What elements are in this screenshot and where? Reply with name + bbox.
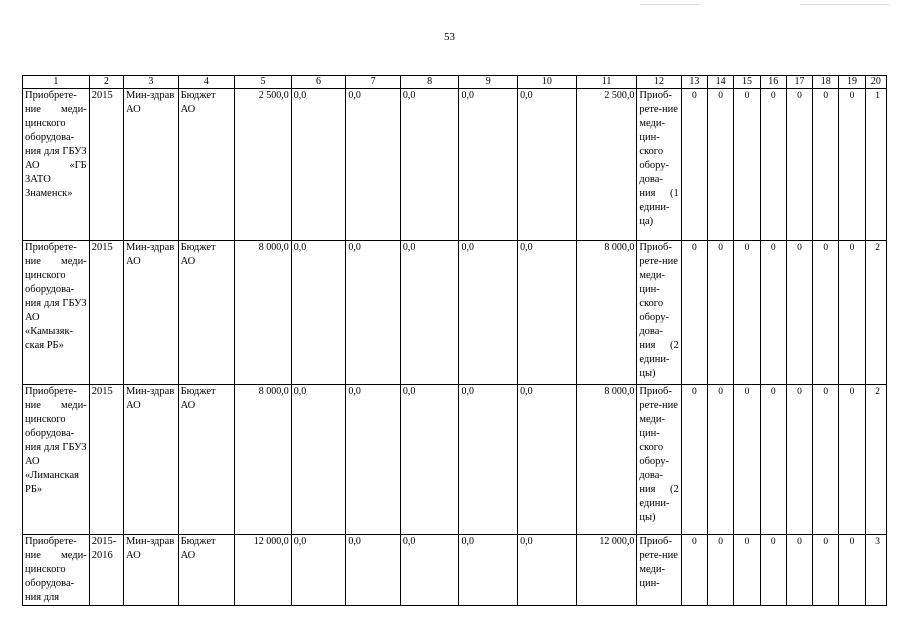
funding-source-cell: Бюджет АО (178, 89, 235, 241)
value-cell: 0,0 (459, 535, 518, 606)
total-cell: 12 000,0 (235, 535, 292, 606)
value-cell: 0,0 (291, 535, 346, 606)
column-header: 1 (23, 76, 90, 89)
indicator-value-cell: 0 (786, 535, 812, 606)
scan-artifact (800, 4, 890, 5)
column-header: 19 (839, 76, 865, 89)
indicator-value-cell: 2 (865, 385, 886, 535)
total-cell: 2 500,0 (235, 89, 292, 241)
year-cell: 2015 (89, 385, 123, 535)
indicator-value-cell: 0 (839, 535, 865, 606)
indicator-value-cell: 0 (708, 385, 734, 535)
column-header: 9 (459, 76, 518, 89)
funding-source-cell: Бюджет АО (178, 385, 235, 535)
value-cell: 0,0 (459, 385, 518, 535)
indicator-value-cell: 0 (734, 535, 760, 606)
value-cell: 0,0 (400, 89, 459, 241)
indicator-value-cell: 0 (813, 535, 839, 606)
indicator-value-cell: 0 (681, 241, 707, 385)
value-cell: 0,0 (518, 385, 577, 535)
indicator-value-cell: 2 (865, 241, 886, 385)
column-header: 17 (786, 76, 812, 89)
program-table (22, 75, 887, 606)
column-header: 5 (235, 76, 292, 89)
column-header: 3 (124, 76, 179, 89)
value-cell: 2 500,0 (576, 89, 637, 241)
column-header: 15 (734, 76, 760, 89)
value-cell: 12 000,0 (576, 535, 637, 606)
indicator-cell: Приоб-рете-ние меди-цин-ского обору-дова-ния (2 едини-цы) (637, 241, 681, 385)
table-row (23, 385, 887, 535)
measure-name-cell: Приобрете-ние меди-цинского оборудова-ния для ГБУЗ АО «ГБ ЗАТО Знаменск» (23, 89, 90, 241)
value-cell: 8 000,0 (576, 385, 637, 535)
total-cell: 8 000,0 (235, 241, 292, 385)
column-header: 8 (400, 76, 459, 89)
column-header: 2 (89, 76, 123, 89)
indicator-value-cell: 3 (865, 535, 886, 606)
indicator-value-cell: 0 (786, 385, 812, 535)
value-cell: 0,0 (400, 241, 459, 385)
indicator-value-cell: 1 (865, 89, 886, 241)
value-cell: 0,0 (400, 535, 459, 606)
measure-name-cell: Приобрете-ние меди-цинского оборудова-ния для ГБУЗ АО «Камызяк-ская РБ» (23, 241, 90, 385)
indicator-value-cell: 0 (708, 89, 734, 241)
indicator-value-cell: 0 (708, 535, 734, 606)
indicator-value-cell: 0 (681, 385, 707, 535)
column-header: 13 (681, 76, 707, 89)
total-cell: 8 000,0 (235, 385, 292, 535)
indicator-value-cell: 0 (813, 89, 839, 241)
value-cell: 0,0 (346, 241, 401, 385)
value-cell: 0,0 (400, 385, 459, 535)
indicator-value-cell: 0 (839, 89, 865, 241)
indicator-value-cell: 0 (839, 241, 865, 385)
value-cell: 0,0 (518, 535, 577, 606)
indicator-cell: Приоб-рете-ние меди-цин-ского обору-дова-ния (2 едини-цы) (637, 385, 681, 535)
indicator-value-cell: 0 (786, 241, 812, 385)
funding-source-cell: Бюджет АО (178, 241, 235, 385)
column-header: 7 (346, 76, 401, 89)
value-cell: 0,0 (518, 241, 577, 385)
indicator-value-cell: 0 (760, 535, 786, 606)
executor-cell: Мин-здрав АО (124, 241, 179, 385)
indicator-value-cell: 0 (734, 385, 760, 535)
indicator-value-cell: 0 (760, 89, 786, 241)
indicator-value-cell: 0 (734, 89, 760, 241)
indicator-value-cell: 0 (708, 241, 734, 385)
value-cell: 0,0 (346, 89, 401, 241)
executor-cell: Мин-здрав АО (124, 89, 179, 241)
column-header: 20 (865, 76, 886, 89)
year-cell: 2015 (89, 89, 123, 241)
page-number: 53 (444, 31, 455, 43)
column-header: 10 (518, 76, 577, 89)
column-header: 18 (813, 76, 839, 89)
table-row (23, 241, 887, 385)
measure-name-cell: Приобрете-ние меди-цинского оборудова-ния для (23, 535, 90, 606)
value-cell: 0,0 (459, 89, 518, 241)
year-cell: 2015-2016 (89, 535, 123, 606)
value-cell: 0,0 (291, 241, 346, 385)
value-cell: 0,0 (291, 89, 346, 241)
column-header: 4 (178, 76, 235, 89)
column-header: 12 (637, 76, 681, 89)
indicator-value-cell: 0 (760, 385, 786, 535)
column-header: 11 (576, 76, 637, 89)
executor-cell: Мин-здрав АО (124, 535, 179, 606)
table-row (23, 89, 887, 241)
value-cell: 0,0 (518, 89, 577, 241)
year-cell: 2015 (89, 241, 123, 385)
column-header: 16 (760, 76, 786, 89)
indicator-value-cell: 0 (760, 241, 786, 385)
value-cell: 0,0 (459, 241, 518, 385)
value-cell: 0,0 (291, 385, 346, 535)
scan-artifact (640, 4, 700, 5)
measure-name-cell: Приобрете-ние меди-цинского оборудова-ния для ГБУЗ АО «Лиманская РБ» (23, 385, 90, 535)
indicator-value-cell: 0 (734, 241, 760, 385)
funding-source-cell: Бюджет АО (178, 535, 235, 606)
indicator-value-cell: 0 (681, 89, 707, 241)
value-cell: 8 000,0 (576, 241, 637, 385)
value-cell: 0,0 (346, 385, 401, 535)
indicator-value-cell: 0 (813, 241, 839, 385)
column-header: 6 (291, 76, 346, 89)
indicator-value-cell: 0 (839, 385, 865, 535)
indicator-cell: Приоб-рете-ние меди-цин- (637, 535, 681, 606)
executor-cell: Мин-здрав АО (124, 385, 179, 535)
indicator-cell: Приоб-рете-ние меди-цин-ского обору-дова-ния (1 едини-ца) (637, 89, 681, 241)
table-row (23, 535, 887, 606)
indicator-value-cell: 0 (813, 385, 839, 535)
value-cell: 0,0 (346, 535, 401, 606)
column-header: 14 (708, 76, 734, 89)
indicator-value-cell: 0 (681, 535, 707, 606)
indicator-value-cell: 0 (786, 89, 812, 241)
column-number-row (23, 76, 887, 89)
